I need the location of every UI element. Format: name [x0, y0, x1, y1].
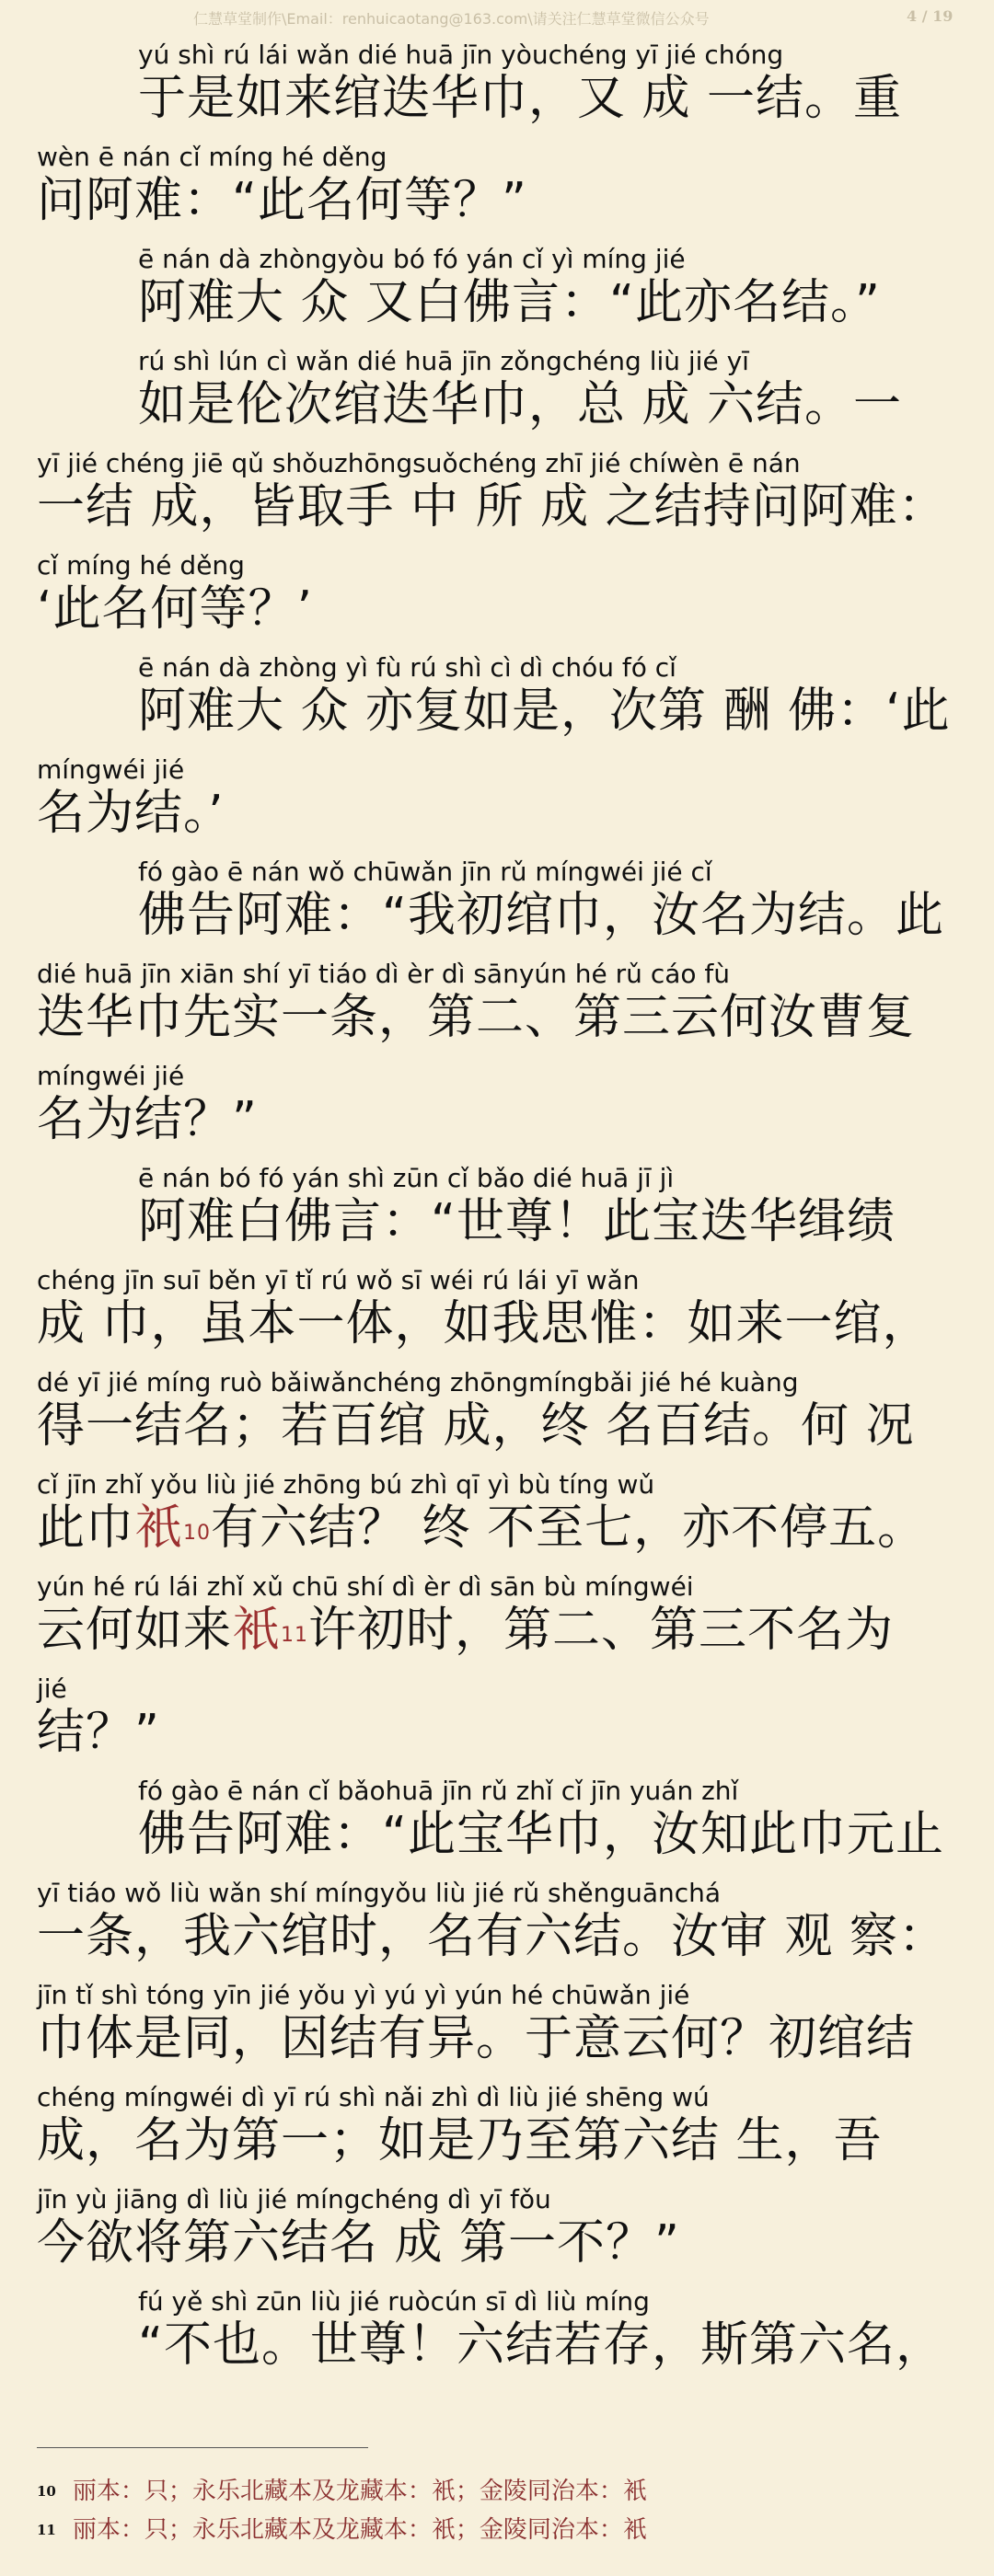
text-line	[37, 35, 966, 137]
chinese-text: 名为结？”	[37, 1092, 258, 1147]
chinese-text: 阿难白佛言：“世尊！此宝迭华缉绩	[138, 1194, 896, 1249]
text-line	[37, 1158, 966, 1260]
chinese-text: 名为结。’	[37, 786, 225, 841]
pinyin-annotation: rú shì lún cì wǎn dié huā jīn zǒngchéng liù jié yī	[138, 346, 749, 376]
footnote-divider	[37, 2447, 368, 2448]
footnote-text: 丽本：只；永乐北藏本及龙藏本：衹；金陵同治本：衹	[72, 2478, 647, 2505]
chinese-text: 一结 成，皆取手 中 所 成 之结持问阿难：	[37, 479, 947, 535]
chinese-text: 成 巾，虽本一体，如我思惟：如来一绾，	[37, 1296, 931, 1351]
chinese-text: 佛告阿难：“此宝华巾，汝知此巾元止	[138, 1807, 944, 1862]
chinese-text: 今欲将第六结名 成 第一不？”	[37, 2215, 680, 2271]
text-line	[37, 1771, 966, 1873]
text-line	[37, 1567, 966, 1669]
text-line	[37, 648, 966, 750]
pinyin-annotation: ē nán dà zhòng yì fù rú shì cì dì chóu fó cǐ	[138, 652, 676, 683]
chinese-text: 如是伦次绾迭华巾，总 成 六结。一	[138, 377, 903, 432]
pinyin-annotation: fó gào ē nán cǐ bǎohuā jīn rǔ zhǐ cǐ jīn yuán zhǐ	[138, 1776, 739, 1806]
sutra-text	[37, 35, 966, 2384]
footnote-ref[interactable]: 11	[281, 1624, 309, 1647]
pinyin-annotation: cǐ jīn zhǐ yǒu liù jié zhōng bú zhì qī yì bù tíng wǔ	[37, 1469, 655, 1500]
chinese-text: 阿难大 众 又白佛言：“此亦名结。”	[138, 275, 881, 330]
text-line	[37, 1669, 966, 1771]
text-line	[37, 239, 966, 341]
footnote-text: 丽本：只；永乐北藏本及龙藏本：衹；金陵同治本：衹	[72, 2516, 647, 2544]
text-line	[37, 341, 966, 443]
pinyin-annotation: míngwéi jié	[37, 1061, 185, 1091]
chinese-text: 此巾衹$^{10}$有六结？ 终 不至七，亦不停五。	[37, 1501, 927, 1556]
pinyin-annotation: chéng jīn suī běn yī tǐ rú wǒ sī wéi rú lái yī wǎn	[37, 1265, 640, 1295]
chinese-text: 云何如来衹$^{11}$许初时，第二、第三不名为	[37, 1603, 895, 1658]
text-line	[37, 546, 966, 648]
chinese-text: 成，名为第一；如是乃至第六结 生，吾	[37, 2113, 883, 2168]
footnote-item	[37, 2472, 957, 2511]
chinese-text: ‘此名何等？’	[37, 581, 314, 637]
pinyin-annotation: míngwéi jié	[37, 754, 185, 785]
chinese-text: “不也。世尊！六结若存，斯第六名，	[138, 2317, 944, 2373]
chinese-text: 得一结名；若百绾 成，终 名百结。何 况	[37, 1398, 915, 1454]
pinyin-annotation: yī jié chéng jiē qǔ shǒuzhōngsuǒchéng zhī jié chíwèn ē nán	[37, 448, 801, 478]
pinyin-annotation: ē nán dà zhòngyòu bó fó yán cǐ yì míng jié	[138, 244, 686, 274]
pinyin-annotation: ē nán bó fó yán shì zūn cǐ bǎo dié huā jī jì	[138, 1163, 675, 1193]
pinyin-annotation: jīn yù jiāng dì liù jié míngchéng dì yī fǒu	[37, 2184, 551, 2214]
text-line	[37, 2077, 966, 2179]
chinese-text: 于是如来绾迭华巾，又 成 一结。重	[138, 71, 903, 126]
pinyin-annotation: cǐ míng hé děng	[37, 550, 245, 581]
text-line	[37, 954, 966, 1056]
chinese-text: 一条，我六绾时，名有六结。汝审 观 察：	[37, 1909, 948, 1964]
text-line	[37, 2179, 966, 2282]
footnote-number: 11	[37, 2522, 56, 2538]
text-line	[37, 1056, 966, 1158]
footnote-number: 10	[37, 2483, 56, 2500]
pinyin-annotation: wèn ē nán cǐ míng hé děng	[37, 142, 387, 172]
footnotes	[37, 2447, 957, 2549]
page-number: 4 / 19	[907, 7, 954, 25]
chinese-text: 迭华巾先实一条，第二、第三云何汝曹复	[37, 990, 916, 1045]
header-title: 仁慧草堂制作\Email：renhuicaotang@163.com\请关注仁慧草堂微信公众号	[193, 10, 710, 28]
pinyin-annotation: chéng míngwéi dì yī rú shì nǎi zhì dì liù jié shēng wú	[37, 2082, 710, 2112]
pinyin-annotation: jié	[37, 1673, 67, 1704]
text-line	[37, 137, 966, 239]
pinyin-annotation: jīn tǐ shì tóng yīn jié yǒu yì yú yì yún hé chūwǎn jié	[37, 1980, 690, 2010]
text-line	[37, 2282, 966, 2384]
chinese-text: 佛告阿难：“我初绾巾，汝名为结。此	[138, 888, 944, 943]
text-line	[37, 1363, 966, 1465]
footnote-ref[interactable]: 10	[183, 1522, 212, 1545]
text-line	[37, 443, 966, 546]
text-line	[37, 852, 966, 954]
pinyin-annotation: yún hé rú lái zhǐ xǔ chū shí dì èr dì sān bù míngwéi	[37, 1571, 694, 1602]
page-header	[0, 6, 994, 33]
text-line	[37, 1975, 966, 2077]
pinyin-annotation: yú shì rú lái wǎn dié huā jīn yòuchéng yī jié chóng	[138, 40, 784, 70]
chinese-text: 问阿难：“此名何等？”	[37, 173, 527, 228]
chinese-text: 结？”	[37, 1705, 160, 1760]
pinyin-annotation: dé yī jié míng ruò bǎiwǎnchéng zhōngmíngbǎi jié hé kuàng	[37, 1367, 799, 1397]
footnote-item	[37, 2511, 957, 2549]
text-line	[37, 1260, 966, 1363]
pinyin-annotation: yī tiáo wǒ liù wǎn shí míngyǒu liù jié rǔ shěnguānchá	[37, 1878, 722, 1908]
text-line	[37, 1873, 966, 1975]
pinyin-annotation: dié huā jīn xiān shí yī tiáo dì èr dì sānyún hé rǔ cáo fù	[37, 959, 731, 989]
pinyin-annotation: fú yě shì zūn liù jié ruòcún sī dì liù míng	[138, 2286, 650, 2317]
pinyin-annotation: fó gào ē nán wǒ chūwǎn jīn rǔ míngwéi jié cǐ	[138, 857, 712, 887]
text-line	[37, 750, 966, 852]
chinese-text: 阿难大 众 亦复如是，次第 酬 佛：‘此	[138, 684, 951, 739]
chinese-text: 巾体是同，因结有异。于意云何？初绾结	[37, 2011, 916, 2066]
text-line	[37, 1465, 966, 1567]
